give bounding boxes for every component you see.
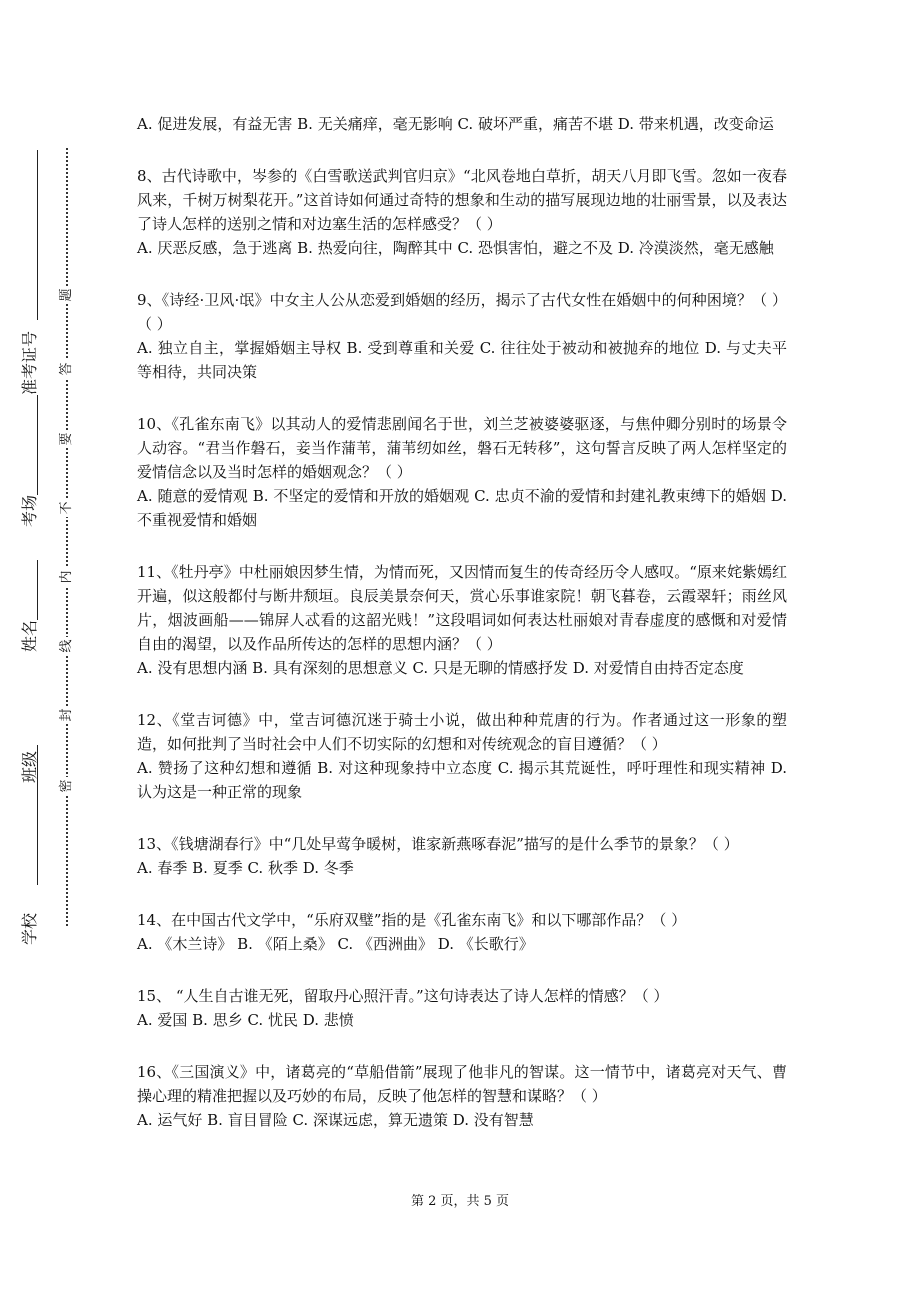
question-item [137,908,787,956]
question-options: A. 赞扬了这种幻想和遵循 B. 对这种现象持中立态度 C. 揭示其荒诞性，呼吁理性和现实精神 D. 认为这是一种正常的现象 [137,759,787,801]
sealing-dotted-line [66,148,68,926]
question-options: A. 厌恶反感，急于逃离 B. 热爱向往，陶醉其中 C. 恐惧害怕，避之不及 D. 冷漠淡然，毫无感触 [137,239,774,257]
question-item [137,832,787,880]
question-options: A. 《木兰诗》 B. 《陌上桑》 C. 《西洲曲》 D. 《长歌行》 [137,935,534,953]
question-stem: 15、 “人生自古谁无死，留取丹心照汗青。”这句诗表达了诗人怎样的情感？（ ） [137,987,669,1005]
binding-margin [0,0,100,1302]
question-item [137,412,787,532]
question-options: A. 爱国 B. 思乡 C. 忧民 D. 悲愤 [137,1011,354,1029]
question-item [137,560,787,680]
question-options: A. 独立自主，掌握婚姻主导权 B. 受到尊重和关爱 C. 往往处于被动和被抛弃的地位 D. 与丈夫平等相待，共同决策 [137,339,787,381]
question-options: A. 促进发展，有益无害 B. 无关痛痒，毫无影响 C. 破坏严重，痛苦不堪 D. 带来机遇，改变命运 [137,115,774,133]
question-item [137,164,787,260]
exam-number-label: 准考证号 [20,330,39,395]
question-options: A. 随意的爱情观 B. 不坚定的爱情和开放的婚姻观 C. 忠贞不渝的爱情和封建礼教束缚下的婚姻 D. 不重视爱情和婚姻 [137,487,787,529]
name-label: 姓名 [20,619,39,652]
question-item [137,984,787,1032]
underline-exam-room [37,395,38,495]
question-item [137,288,787,384]
seal-char: 题 [58,286,76,304]
question-item [137,1060,787,1132]
question-list [137,112,787,1160]
question-stem: 14、在中国古代文学中，“乐府双璧”指的是《孔雀东南飞》和以下哪部作品？（ ） [137,911,687,929]
class-label: 班级 [20,750,39,783]
seal-char: 不 [58,499,76,517]
question-stem: 16、《三国演义》中，诸葛亮的“草船借箭”展现了他非凡的智谋。这一情节中，诸葛亮对天气、曹操心理的精准把握以及巧妙的布局，反映了他怎样的智慧和谋略？（ ） [137,1063,787,1105]
seal-char: 密 [58,777,76,795]
question-item [137,112,787,136]
question-item [137,708,787,804]
seal-char: 封 [58,706,76,724]
underline-exam-number [37,150,38,320]
question-stem: 10、《孔雀东南飞》以其动人的爱情悲剧闻名于世，刘兰芝被婆婆驱逐，与焦仲卿分别时的场景令人动容。“君当作磐石，妾当作蒲苇，蒲苇纫如丝，磐石无转移”，这句誓言反映了两人怎样坚定的爱情信念以及当时怎样的婚姻观念？（ ） [137,415,787,481]
question-stem: 13、《钱塘湖春行》中“几处早莺争暖树，谁家新燕啄春泥”描写的是什么季节的景象？（ ） [137,835,739,853]
school-label: 学校 [20,912,39,945]
underline-name [37,560,38,620]
question-options: A. 运气好 B. 盲目冒险 C. 深谋远虑，算无遗策 D. 没有智慧 [137,1111,534,1129]
question-stem: 9、《诗经·卫风·氓》中女主人公从恋爱到婚姻的经历，揭示了古代女性在婚姻中的何种困境？（ ） （ ） [137,291,787,333]
page-number-footer: 第 2 页，共 5 页 [410,1194,510,1209]
question-stem: 11、《牡丹亭》中杜丽娘因梦生情，为情而死，又因情而复生的传奇经历令人感叹。“原来姹紫嫣红开遍，似这般都付与断井颓垣。良辰美景奈何天，赏心乐事谁家院！朝飞暮卷，云霞翠轩；雨丝风片，烟波画船——锦屏人忒看的这韶光贱！”这段唱词如何表达杜丽娘对青春虚度的感慨和对爱情自由的渴望，以及作品所传达的怎样的思想内涵？（ ） [137,563,787,653]
question-stem: 12、《堂吉诃德》中，堂吉诃德沉迷于骑士小说，做出种种荒唐的行为。作者通过这一形象的塑造，如何批判了当时社会中人们不切实际的幻想和对传统观念的盲目遵循？（ ） [137,711,787,753]
seal-char: 线 [58,637,76,655]
question-stem: 8、古代诗歌中，岑参的《白雪歌送武判官归京》“北风卷地白草折，胡天八月即飞雪。忽如一夜春风来，千树万树梨花开。”这首诗如何通过奇特的想象和生动的描写展现边地的壮丽雪景，以及表达了诗人怎样的送别之情和对边塞生活的怎样感受？（ ） [137,167,787,233]
seal-char: 答 [58,360,76,378]
seal-char: 要 [58,430,76,448]
seal-char: 内 [58,568,76,586]
exam-room-label: 考场 [20,494,39,527]
question-options: A. 春季 B. 夏季 C. 秋季 D. 冬季 [137,859,354,877]
question-options: A. 没有思想内涵 B. 具有深刻的思想意义 C. 只是无聊的情感抒发 D. 对爱情自由持否定态度 [137,659,744,677]
